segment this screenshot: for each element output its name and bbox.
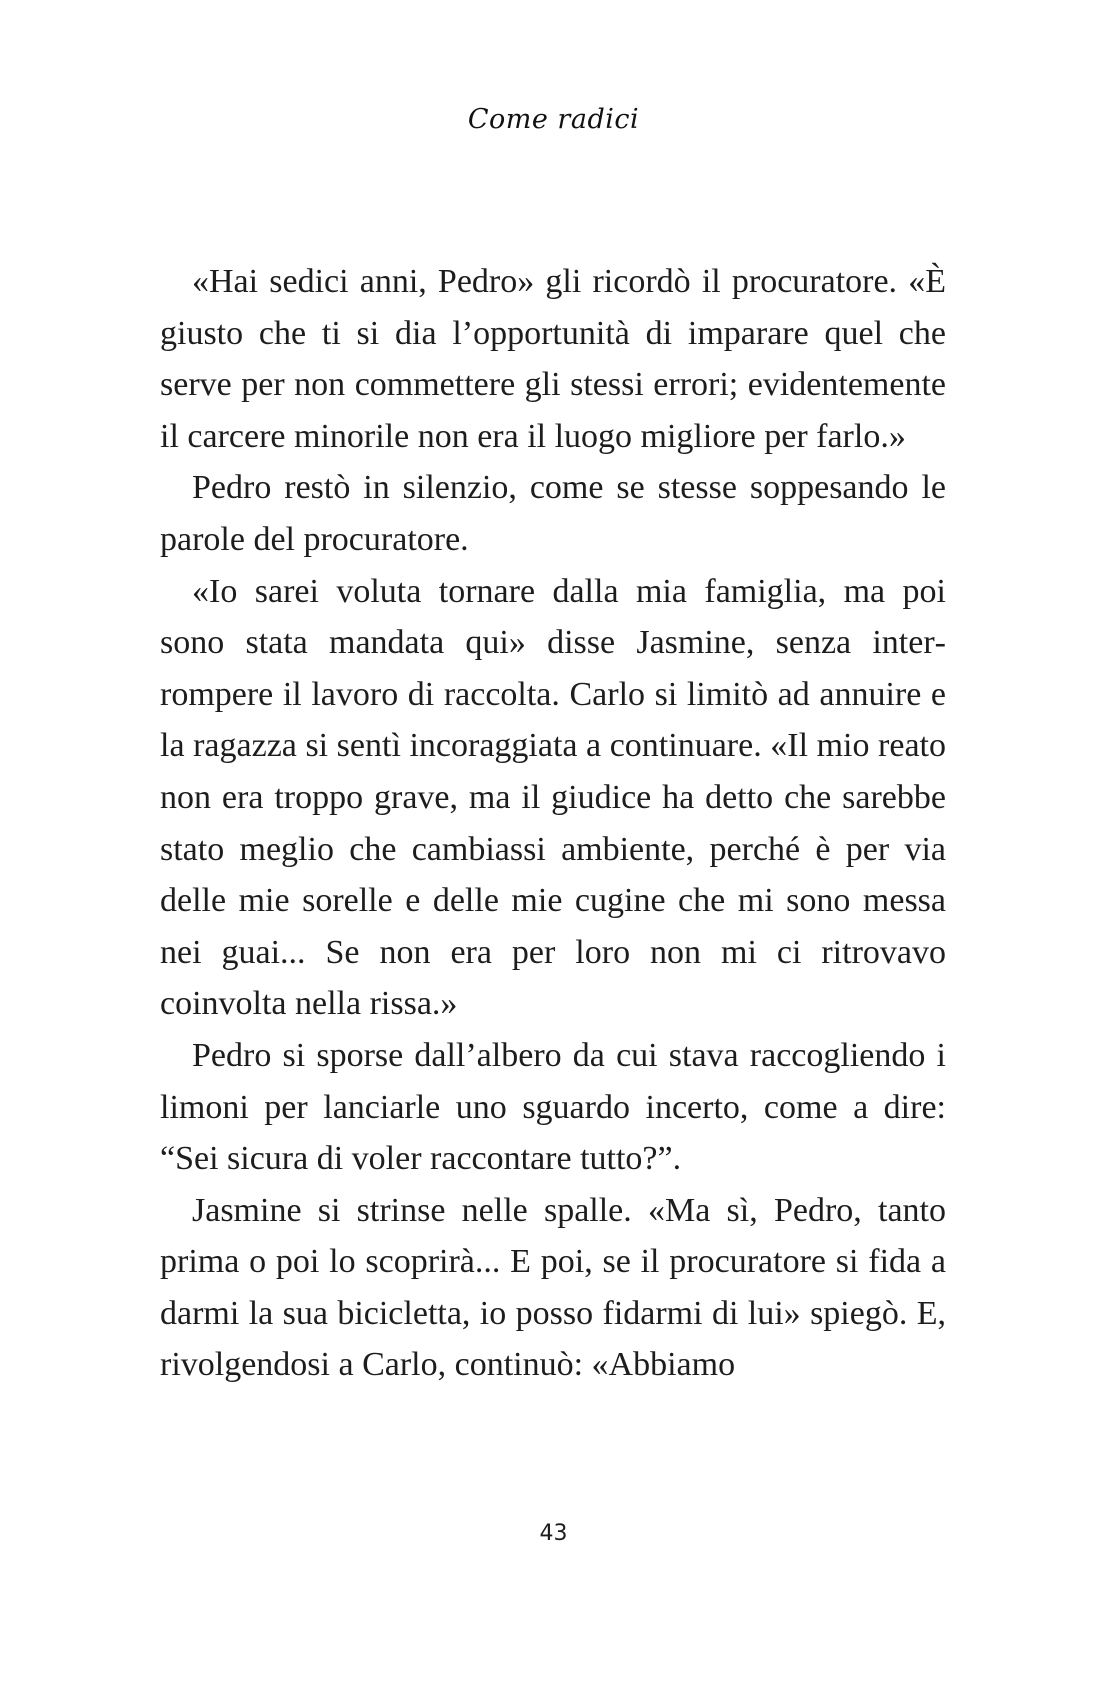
body-text: [160, 256, 946, 1391]
paragraph: Jasmine si strinse nelle spalle. «Ma sì, Pedro, tanto prima o poi lo scoprirà... E poi, se il procuratore si fida a darmi la sua bicicletta, io posso fidarmi di lui» spiegò. E, rivolgendosi a Carlo, continuò: «Abbiamo: [160, 1191, 946, 1384]
paragraph: Pedro si sporse dall’albero da cui stava raccogliendo i limoni per lanciarle uno sguardo incerto, come a dire: “Sei sicura di voler raccontare tutto?”.: [160, 1036, 946, 1178]
paragraph: «Hai sedici anni, Pedro» gli ricordò il procuratore. «È giusto che ti si dia l’opportunità di imparare quel che serve per non commettere gli stessi errori; evidentemente il carcere minorile non era il luogo migliore per farlo.»: [160, 263, 946, 455]
running-head-title: Come radici: [467, 104, 640, 135]
page-number: 43: [539, 1521, 568, 1546]
paragraph: «Io sarei voluta tornare dalla mia famiglia, ma poi sono stata mandata qui» disse Jasmine, senza interrompere il lavoro di raccolta. Carlo si limitò ad annuire e la ragazza si sentì incoraggiata a continuare. «Il mio reato non era troppo grave, ma il giudice ha detto che sarebbe stato meglio che cambiassi ambiente, perché è per via delle mie sorelle e delle mie cugine che mi sono messa nei guai... Se non era per loro non mi ci ritrovavo coinvolta nella rissa.»: [160, 572, 946, 1023]
paragraph: Pedro restò in silenzio, come se stesse soppesando le parole del procuratore.: [160, 469, 946, 558]
